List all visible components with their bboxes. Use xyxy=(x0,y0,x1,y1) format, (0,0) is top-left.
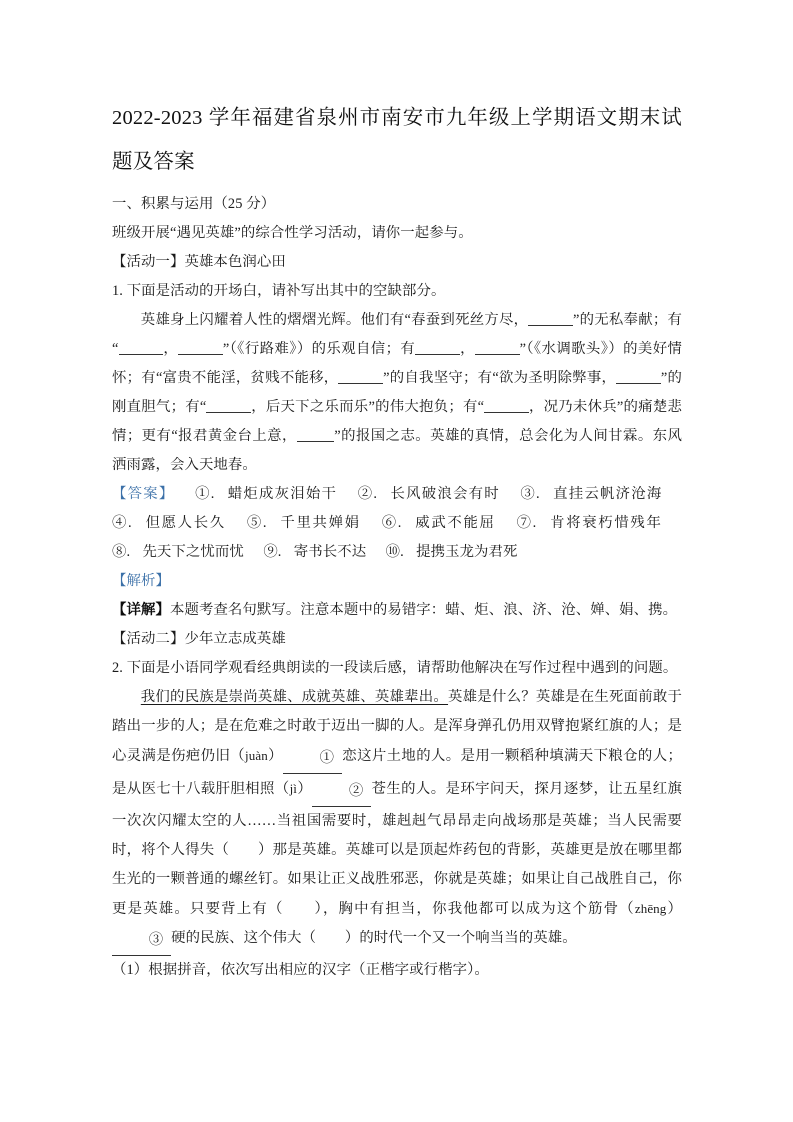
question-1-passage xyxy=(112,306,682,480)
fill-blank-4[interactable] xyxy=(415,354,460,355)
answer-number: ⑥. xyxy=(380,515,402,531)
answer-number: ⑧. xyxy=(112,544,131,560)
fill-blank-8[interactable] xyxy=(206,412,251,413)
passage2-seg-2: ） xyxy=(267,748,283,764)
answer-item xyxy=(519,486,662,502)
answer-number: ①. xyxy=(193,486,215,502)
pinyin-3: zhēng xyxy=(634,901,667,916)
answer-block xyxy=(112,480,682,567)
analysis-label: 【解析】 xyxy=(112,573,170,589)
question-2-passage xyxy=(112,683,682,956)
passage-seg-3: ， xyxy=(163,341,179,357)
passage2-seg-3: 恋这片土地的人。是用一颗稻种填满天下粮仓的人；是从医七十八载肝胆相照（ xyxy=(112,748,682,797)
passage-seg-9: ，后天下之乐而乐”的伟大抱负；有“ xyxy=(251,399,485,415)
answer-number: ④. xyxy=(112,515,132,531)
pinyin-2: jì xyxy=(289,781,298,796)
answer-text: 但愿人长久 xyxy=(144,515,226,531)
passage2-seg-7: 硬的民族、这个伟大（ xyxy=(171,930,317,946)
fill-blank-6[interactable] xyxy=(338,383,383,384)
document-page xyxy=(112,96,682,985)
pinyin-1: juàn xyxy=(245,748,268,763)
passage-seg-10: ，况乃未休兵”的痛楚悲情；更有“报君黄金台上意， xyxy=(112,399,682,444)
answer-item xyxy=(263,544,366,560)
answer-number: ⑤. xyxy=(245,515,267,531)
question-1-stem: 1. 下面是活动的开场白，请补写出其中的空缺部分。 xyxy=(112,283,446,299)
fill-blank-1[interactable] xyxy=(528,325,573,326)
passage-seg-2: ”的无私奉献；有“ xyxy=(112,312,682,357)
question-2-stem: 2. 下面是小语同学观看经典朗读的一段读后感，请帮助他解决在写作过程中遇到的问题。 xyxy=(112,660,678,676)
question-2-sub-1: （1）根据拼音，依次写出相应的汉字（正楷字或行楷字）。 xyxy=(112,962,489,978)
fill-blank-10[interactable] xyxy=(297,441,334,442)
answer-number: ②. xyxy=(356,486,378,502)
answer-text: 直挂云帆济沧海 xyxy=(552,486,663,502)
fill-blank-3[interactable] xyxy=(178,354,223,355)
passage-seg-8: ”的刚直胆气；有“ xyxy=(112,370,682,415)
detail-explanation xyxy=(112,596,682,625)
passage2-seg-5: ）那是英雄。英雄可以是顶起炸药包的背影，英雄更是放在哪里都生光的一颗普通的螺丝钉。如果让正义战胜邪恶，你就是英雄；如果让自己战胜自己，你更是英雄。只要背上有（ xyxy=(112,842,682,917)
answer-text: 长风破浪会有时 xyxy=(389,486,500,502)
passage2-seg-2c: ） xyxy=(666,901,682,917)
underlined-sentence: 我们的民族是崇尚英雄、成就英雄、英雄辈出。 xyxy=(140,689,449,705)
answer-text: 威武不能屈 xyxy=(413,515,496,531)
fill-blank-5[interactable] xyxy=(475,354,520,355)
paren-blank-1[interactable] xyxy=(229,842,258,858)
answer-number: ⑨. xyxy=(263,544,282,560)
detail-label: 【详解】 xyxy=(112,602,170,618)
answer-item xyxy=(380,515,495,531)
answer-item xyxy=(245,515,360,531)
fill-blank-7[interactable] xyxy=(616,383,661,384)
passage2-seg-6: ），胸中有担当，你我他都可以成为这个筋骨（ xyxy=(314,901,635,917)
answer-text: 寄书长不达 xyxy=(293,544,367,560)
passage2-seg-1: 英雄是什么？英雄是在生死面前敢于踏出一步的人；是在危难之时敢于迈出一脚的人。是浑身弹孔仍用双臂抱紧红旗的人；是心灵满是伤疤仍旧（ xyxy=(112,689,682,764)
fill-blank-9[interactable] xyxy=(484,412,529,413)
answer-item xyxy=(515,515,663,531)
answer-text: 肯将衰朽惜残年 xyxy=(548,515,663,531)
paren-blank-3[interactable] xyxy=(316,930,345,946)
passage-seg-7: ”的自我坚守；有“欲为圣明除弊事， xyxy=(383,370,617,386)
passage-seg-6: ”（《水调歌头》）的美好情怀；有“富贵不能淫，贫贱不能移， xyxy=(112,341,682,386)
activity-one-heading: 【活动一】英雄本色润心田 xyxy=(112,254,286,270)
answer-item xyxy=(112,515,226,531)
page-title: 2022-2023 学年福建省泉州市南安市九年级上学期语文期末试题及答案 xyxy=(112,107,682,173)
passage-seg-11: ”的报国之志。英雄的真情，总会化为人间甘霖。东风洒雨露，会入天地春。 xyxy=(112,428,682,473)
answer-number: ③. xyxy=(519,486,540,502)
answer-slot-2[interactable]: ② xyxy=(312,777,371,807)
paren-blank-2[interactable] xyxy=(284,901,315,917)
answer-slot-3[interactable]: ③ xyxy=(112,926,171,956)
answer-item xyxy=(386,544,518,560)
activity-two-heading: 【活动二】少年立志成英雄 xyxy=(112,631,286,647)
answer-text: 千里共婵娟 xyxy=(278,515,361,531)
section-heading: 一、积累与运用（25 分） xyxy=(112,196,276,212)
passage2-seg-4: 苍生的人。是环宇问天，探月逐梦，让五星红旗一次次闪耀太空的人……当祖国需要时，雄赳赳气昂昂走向战场那是英雄；当人民需要时，将个人得失（ xyxy=(112,781,682,858)
passage-seg-1: 英雄身上闪耀着人性的熠熠光辉。他们有“春蚕到死丝方尽， xyxy=(140,312,529,328)
passage2-seg-8: ）的时代一个又一个响当当的英雄。 xyxy=(344,930,577,946)
passage-seg-5: ， xyxy=(459,341,475,357)
answer-text: 蜡炬成灰泪始干 xyxy=(226,486,338,502)
answer-number: ⑦. xyxy=(515,515,537,531)
detail-text: 本题考查名句默写。注意本题中的易错字：蜡、炬、浪、济、沧、婵、娟、携。 xyxy=(169,602,678,618)
answer-item xyxy=(112,544,244,560)
passage-seg-4: ”（《行路难》）的乐观自信；有 xyxy=(222,341,416,357)
answer-number: ⑩. xyxy=(385,544,404,560)
passage2-seg-2b: ） xyxy=(297,781,313,797)
answer-item xyxy=(357,486,500,502)
answer-slot-1[interactable]: ① xyxy=(283,744,342,774)
answer-text: 提携玉龙为君死 xyxy=(416,544,518,560)
answer-item xyxy=(194,486,337,502)
intro-paragraph: 班级开展“遇见英雄”的综合性学习活动，请你一起参与。 xyxy=(112,225,473,241)
answer-text: 先天下之忧而忧 xyxy=(142,544,244,560)
fill-blank-2[interactable] xyxy=(119,354,164,355)
answer-label: 【答案】 xyxy=(112,486,175,502)
